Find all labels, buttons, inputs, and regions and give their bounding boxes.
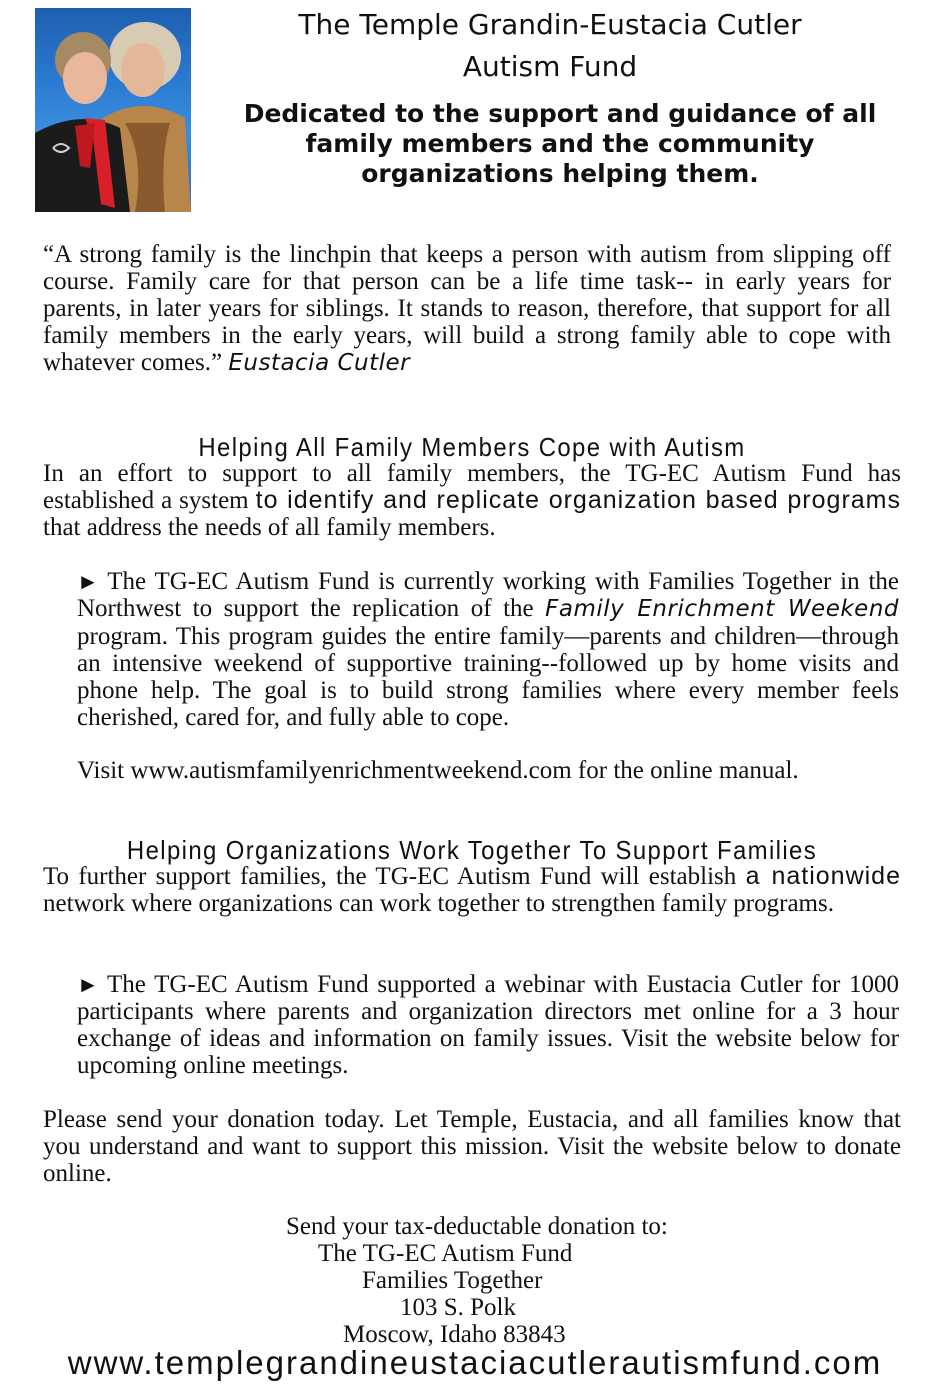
section2-intro <box>43 863 901 917</box>
address-line5: Moscow, Idaho 83843 <box>343 1321 566 1348</box>
section2-intro-b: a nationwide <box>745 862 901 890</box>
address-line2: The TG-EC Autism Fund <box>318 1240 573 1267</box>
section1-bullet-c: program. This program guides the entire family—parents and children—through an intensive weekend of supportive training--followed up by home visits and phone help. The goal is to build strong families where every member feels cherished, cared for, and fully able to cope. <box>77 623 899 731</box>
mailing-address <box>250 1213 710 1348</box>
section1-bullet <box>77 568 899 731</box>
section1-intro <box>43 460 901 541</box>
address-line3: Families Together <box>362 1267 543 1294</box>
bullet-arrow-icon: ► <box>77 569 99 594</box>
section2-intro-a: To further support families, the TG-EC Autism Fund will establish <box>43 863 737 890</box>
fund-title-line1: The Temple Grandin-Eustacia Cutler <box>298 8 802 41</box>
photo-illustration <box>35 8 191 212</box>
section1-visit: Visit www.autismfamilyenrichmentweekend.com for the online manual. <box>77 757 799 784</box>
section1-bullet-a: The TG-EC Autism Fund is currently working with Families Together in the Northwest to support the replication of the <box>77 568 899 622</box>
section2-bullet-text: The TG-EC Autism Fund supported a webinar with Eustacia Cutler for 1000 participants where parents and organization directors met online for a 3 hour exchange of ideas and information on family issues. Visit the website below for upcoming online meetings. <box>77 971 899 1079</box>
section2-bullet <box>77 971 899 1079</box>
section2-intro-c: network where organizations can work together to strengthen family programs. <box>43 890 834 917</box>
section2-heading: Helping Organizations Work Together To Support Families <box>126 835 818 865</box>
section1-bullet-b: Family Enrichment Weekend <box>545 596 900 622</box>
donation-paragraph: Please send your donation today. Let Temple, Eustacia, and all families know that you understand and want to support this mission. Visit the website below to donate online. <box>43 1106 901 1187</box>
website-link[interactable]: www.templegrandineustaciacutlerautismfund.com <box>67 1344 883 1381</box>
quote-author: Eustacia Cutler <box>228 350 411 376</box>
quote-paragraph <box>43 241 891 377</box>
photo-two-women <box>35 8 191 212</box>
bullet-arrow-icon: ► <box>77 972 99 997</box>
address-line1: Send your tax-deductable donation to: <box>286 1213 668 1240</box>
address-line4: 103 S. Polk <box>400 1294 517 1321</box>
fund-title-line2: Autism Fund <box>462 50 638 83</box>
quote-text: “A strong family is the linchpin that keeps a person with autism from slipping off course. Family care for that person can be a life time task-- in early years for parents, in later years for siblings. It stands to reason, therefore, that support for all family members in the early years, will build a strong family able to cope with whatever comes.” <box>43 241 891 376</box>
section1-intro-a: In an effort to support to all family members, the TG-EC Autism Fund has established a system <box>43 460 901 514</box>
section1-intro-c: that address the needs of all family members. <box>43 514 496 541</box>
section1-heading: Helping All Family Members Cope with Autism <box>198 432 746 462</box>
fund-title <box>210 4 890 88</box>
dedication-statement: Dedicated to the support and guidance of all family members and the community organizations helping them. <box>243 99 877 188</box>
section1-intro-b: to identify and replicate organization based programs <box>255 486 901 514</box>
